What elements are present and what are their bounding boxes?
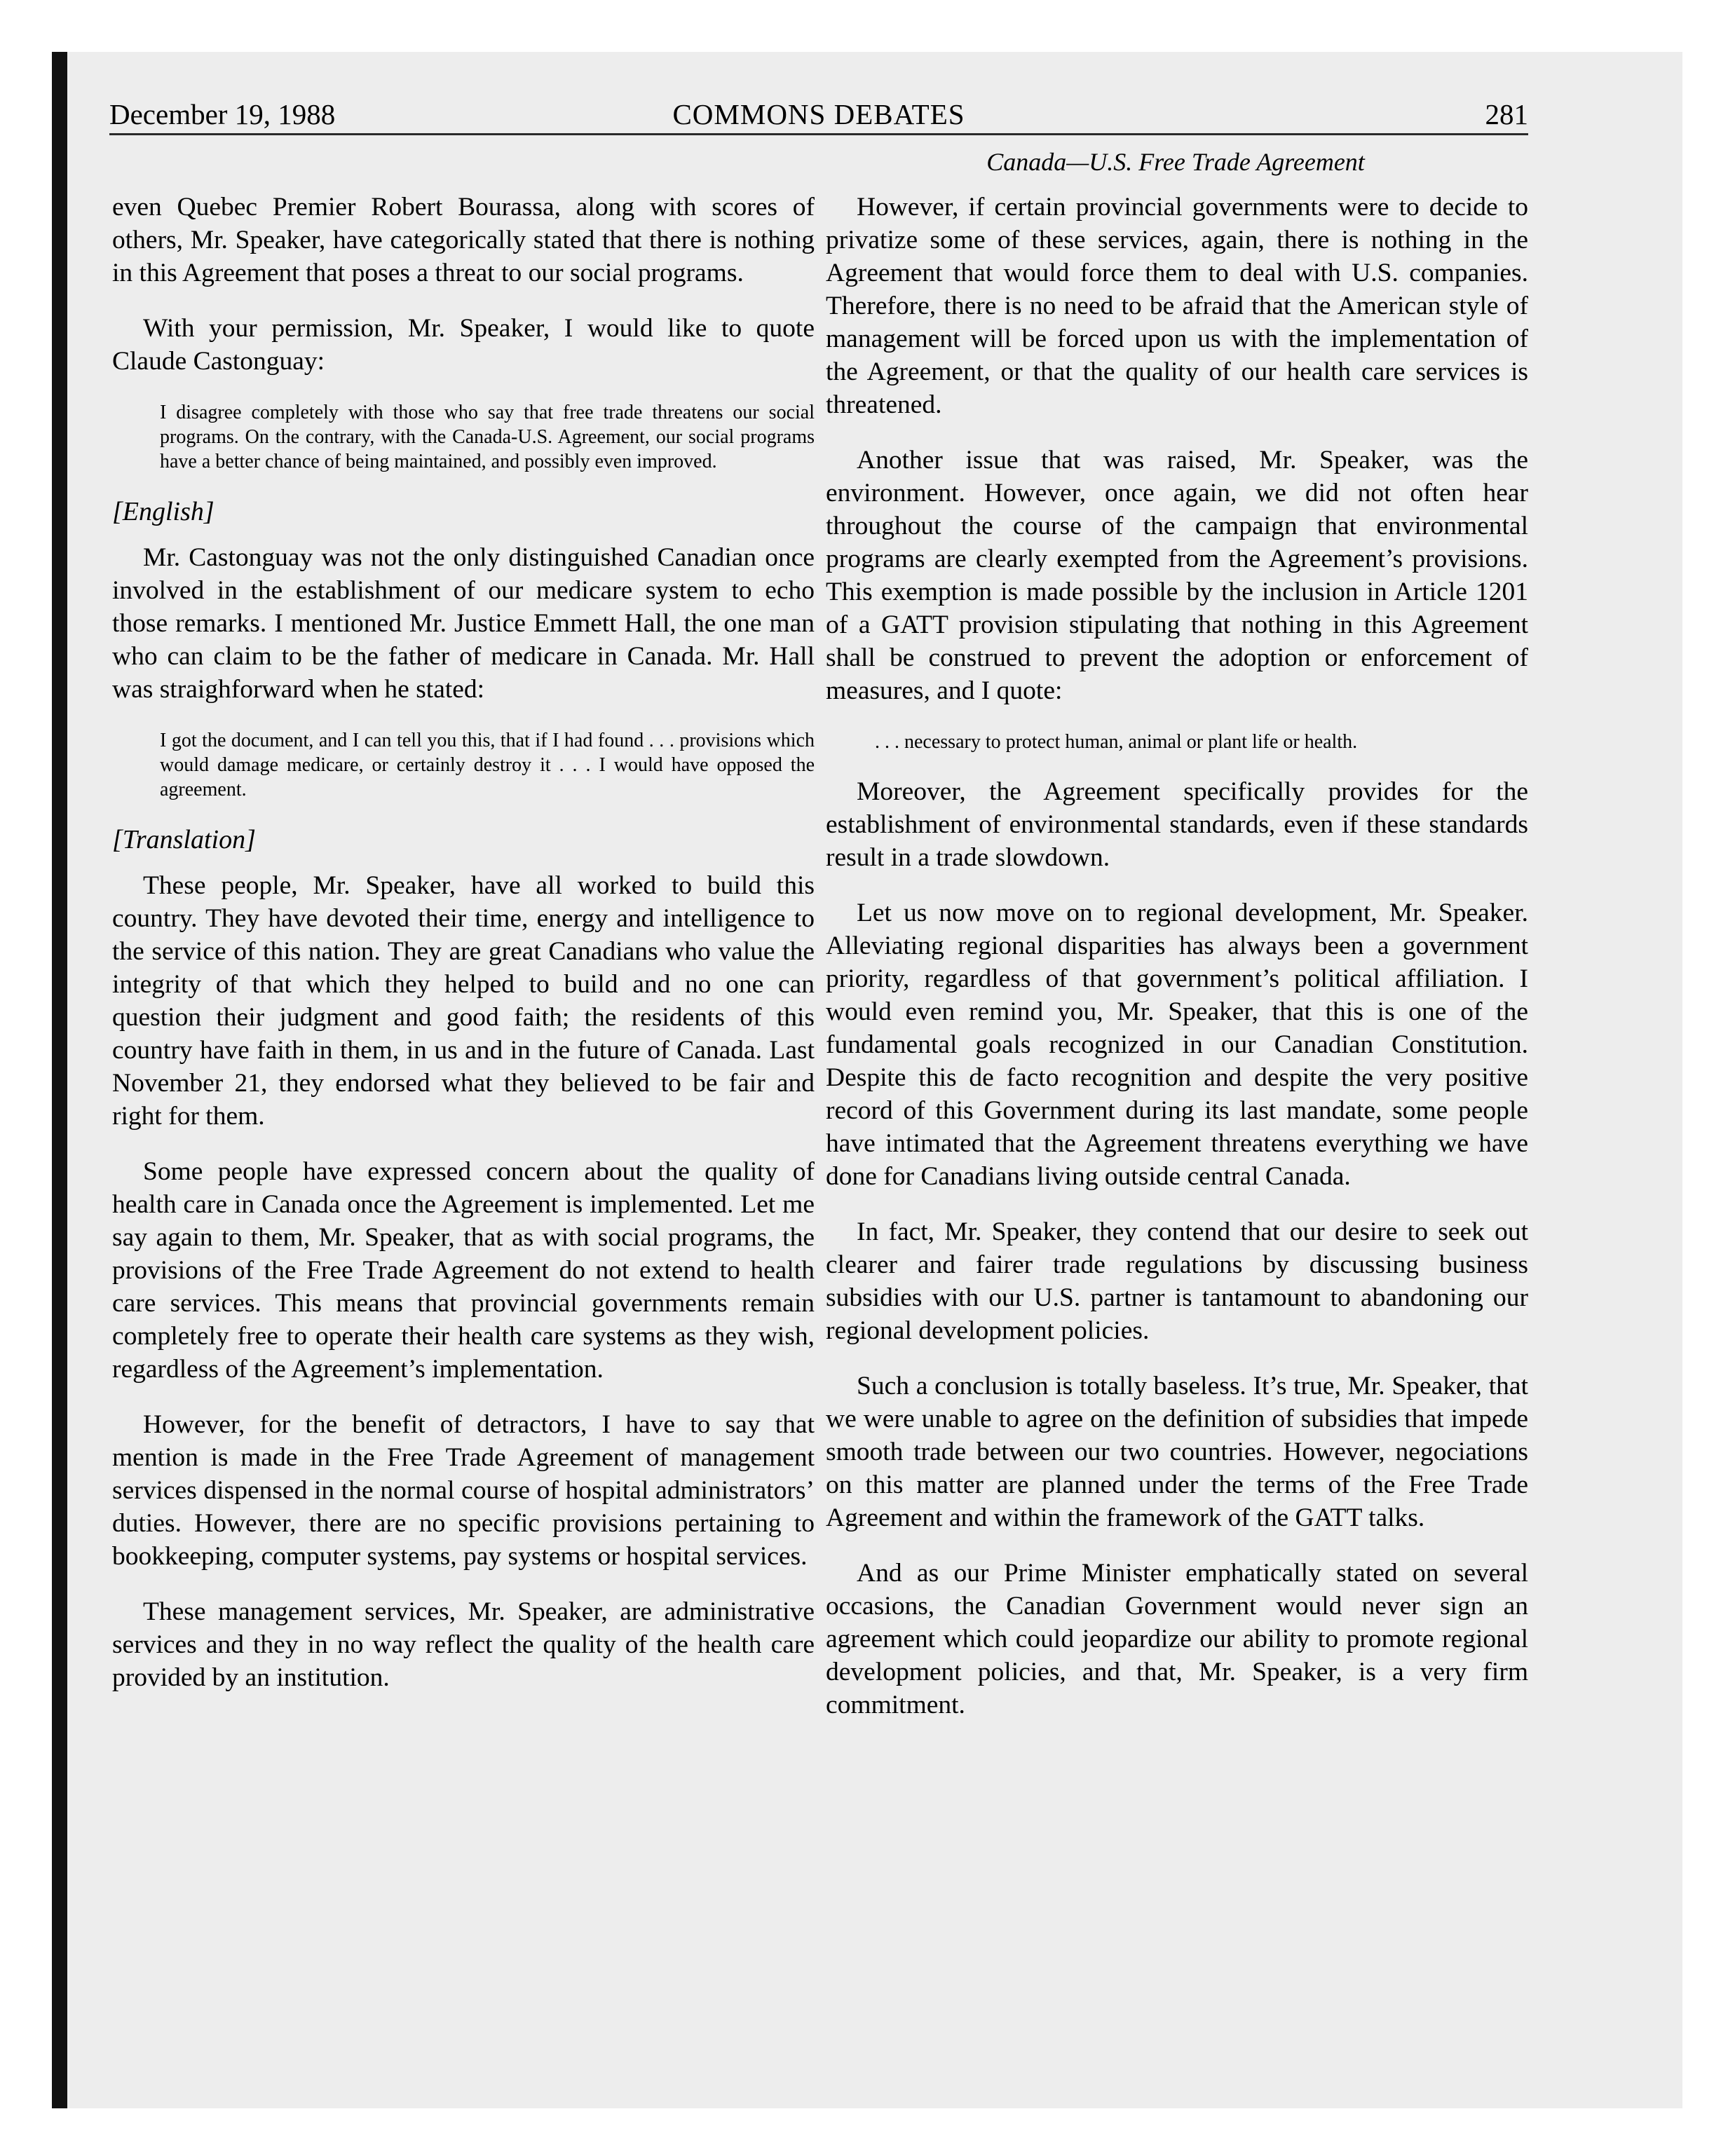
paragraph: However, for the benefit of detractors, I have to say that mention is made in the Free Trade Agreement of management services dispensed in the normal course of hospital administrators’ duties. However, there are no specific provisions pertaining to bookkeeping, computer systems, pay systems or hospital services. (112, 1410, 815, 1571)
paragraph: With your permission, Mr. Speaker, I would like to quote Claude Castonguay: (112, 314, 815, 376)
header-date: December 19, 1988 (109, 98, 336, 130)
section-title: Canada—U.S. Free Trade Agreement (986, 148, 1365, 176)
header-publication: COMMONS DEBATES (672, 98, 965, 130)
paragraph: In fact, Mr. Speaker, they contend that our desire to seek out clearer and fairer trade regulations by discussing business subsidies with our U.S. partner is tantamount to abandoning our regional development policies. (826, 1217, 1528, 1345)
running-header (109, 95, 1528, 135)
header-page-number: 281 (1485, 98, 1528, 130)
language-marker: [Translation] (112, 825, 256, 854)
left-column (112, 191, 815, 1717)
paragraph: And as our Prime Minister emphatically stated on several occasions, the Canadian Government would never sign an agreement which could jeopardize our ability to promote regional development policies, and that, Mr. Speaker, is a very firm commitment. (826, 1559, 1528, 1719)
paragraph: These people, Mr. Speaker, have all worked to build this country. They have devoted their time, energy and intelligence to the service of this nation. They are great Canadians who value the integrity of that which they helped to build and no one can question their judgment and good faith; the residents of this country have faith in them, in us and in the future of Canada. Last November 21, they endorsed what they believed to be fair and right for them. (112, 871, 815, 1131)
paragraph: Some people have expressed concern about the quality of health care in Canada once the Agreement is implemented. Let me say again to them, Mr. Speaker, that as with social programs, the provisions of the Free Trade Agreement do not extend to health care services. This means that provincial governments remain completely free to operate their health care systems as they wish, regardless of the Agreement’s implementation. (112, 1157, 815, 1384)
language-marker: [English] (112, 497, 215, 526)
paragraph: Such a conclusion is totally baseless. It’s true, Mr. Speaker, that we were unable to agree on the definition of subsidies that impede smooth trade between our two countries. However, negociations on this matter are planned under the terms of the Free Trade Agreement and within the framework of the GATT talks. (826, 1372, 1528, 1532)
paragraph: Let us now move on to regional development, Mr. Speaker. Alleviating regional disparities has always been a government priority, regardless of that government’s political affiliation. I would even remind you, Mr. Speaker, that this is one of the fundamental goals recognized in our Canadian Constitution. Despite this de facto recognition and despite the very positive record of this Government during its last mandate, some people have intimated that the Agreement threatens everything we have done for Canadians living outside central Canada. (826, 899, 1528, 1191)
block-quote: I disagree completely with those who say that free trade threatens our social programs. On the contrary, with the Canada-U.S. Agreement, our social programs have a better chance of being maintained, and possibly even improved. (160, 402, 815, 472)
paragraph: Another issue that was raised, Mr. Speaker, was the environment. However, once again, we did not often hear throughout the course of the campaign that environmental programs are clearly exempted from the Agreement’s provisions. This exemption is made possible by the inclusion in Article 1201 of a GATT provision stipulating that nothing in this Agreement shall be construed to prevent the adoption or enforcement of measures, and I quote: (826, 446, 1528, 705)
block-quote: . . . necessary to protect human, animal or plant life or health. (875, 731, 1358, 753)
paragraph: However, if certain provincial governments were to decide to privatize some of these services, again, there is nothing in the Agreement that would force them to deal with U.S. companies. Therefore, there is no need to be afraid that the American style of management will be forced upon us with the implementation of the Agreement, or that the quality of our health care services is threatened. (826, 193, 1528, 419)
right-column (826, 191, 1528, 1744)
paragraph: Mr. Castonguay was not the only distinguished Canadian once involved in the establishment of our medicare system to echo those remarks. I mentioned Mr. Justice Emmett Hall, the one man who can claim to be the father of medicare in Canada. Mr. Hall was straighforward when he stated: (112, 543, 815, 704)
paragraph: Moreover, the Agreement specifically provides for the establishment of environmental standards, even if these standards result in a trade slowdown. (826, 777, 1528, 872)
paragraph: even Quebec Premier Robert Bourassa, along with scores of others, Mr. Speaker, have categorically stated that there is nothing in this Agreement that poses a threat to our social programs. (112, 193, 815, 287)
paragraph: These management services, Mr. Speaker, are administrative services and they in no way reflect the quality of the health care provided by an institution. (112, 1597, 815, 1692)
block-quote: I got the document, and I can tell you this, that if I had found . . . provisions which would damage medicare, or certainly destroy it . . . I would have opposed the agreement. (160, 730, 815, 800)
scan-binding-edge (52, 52, 67, 2108)
